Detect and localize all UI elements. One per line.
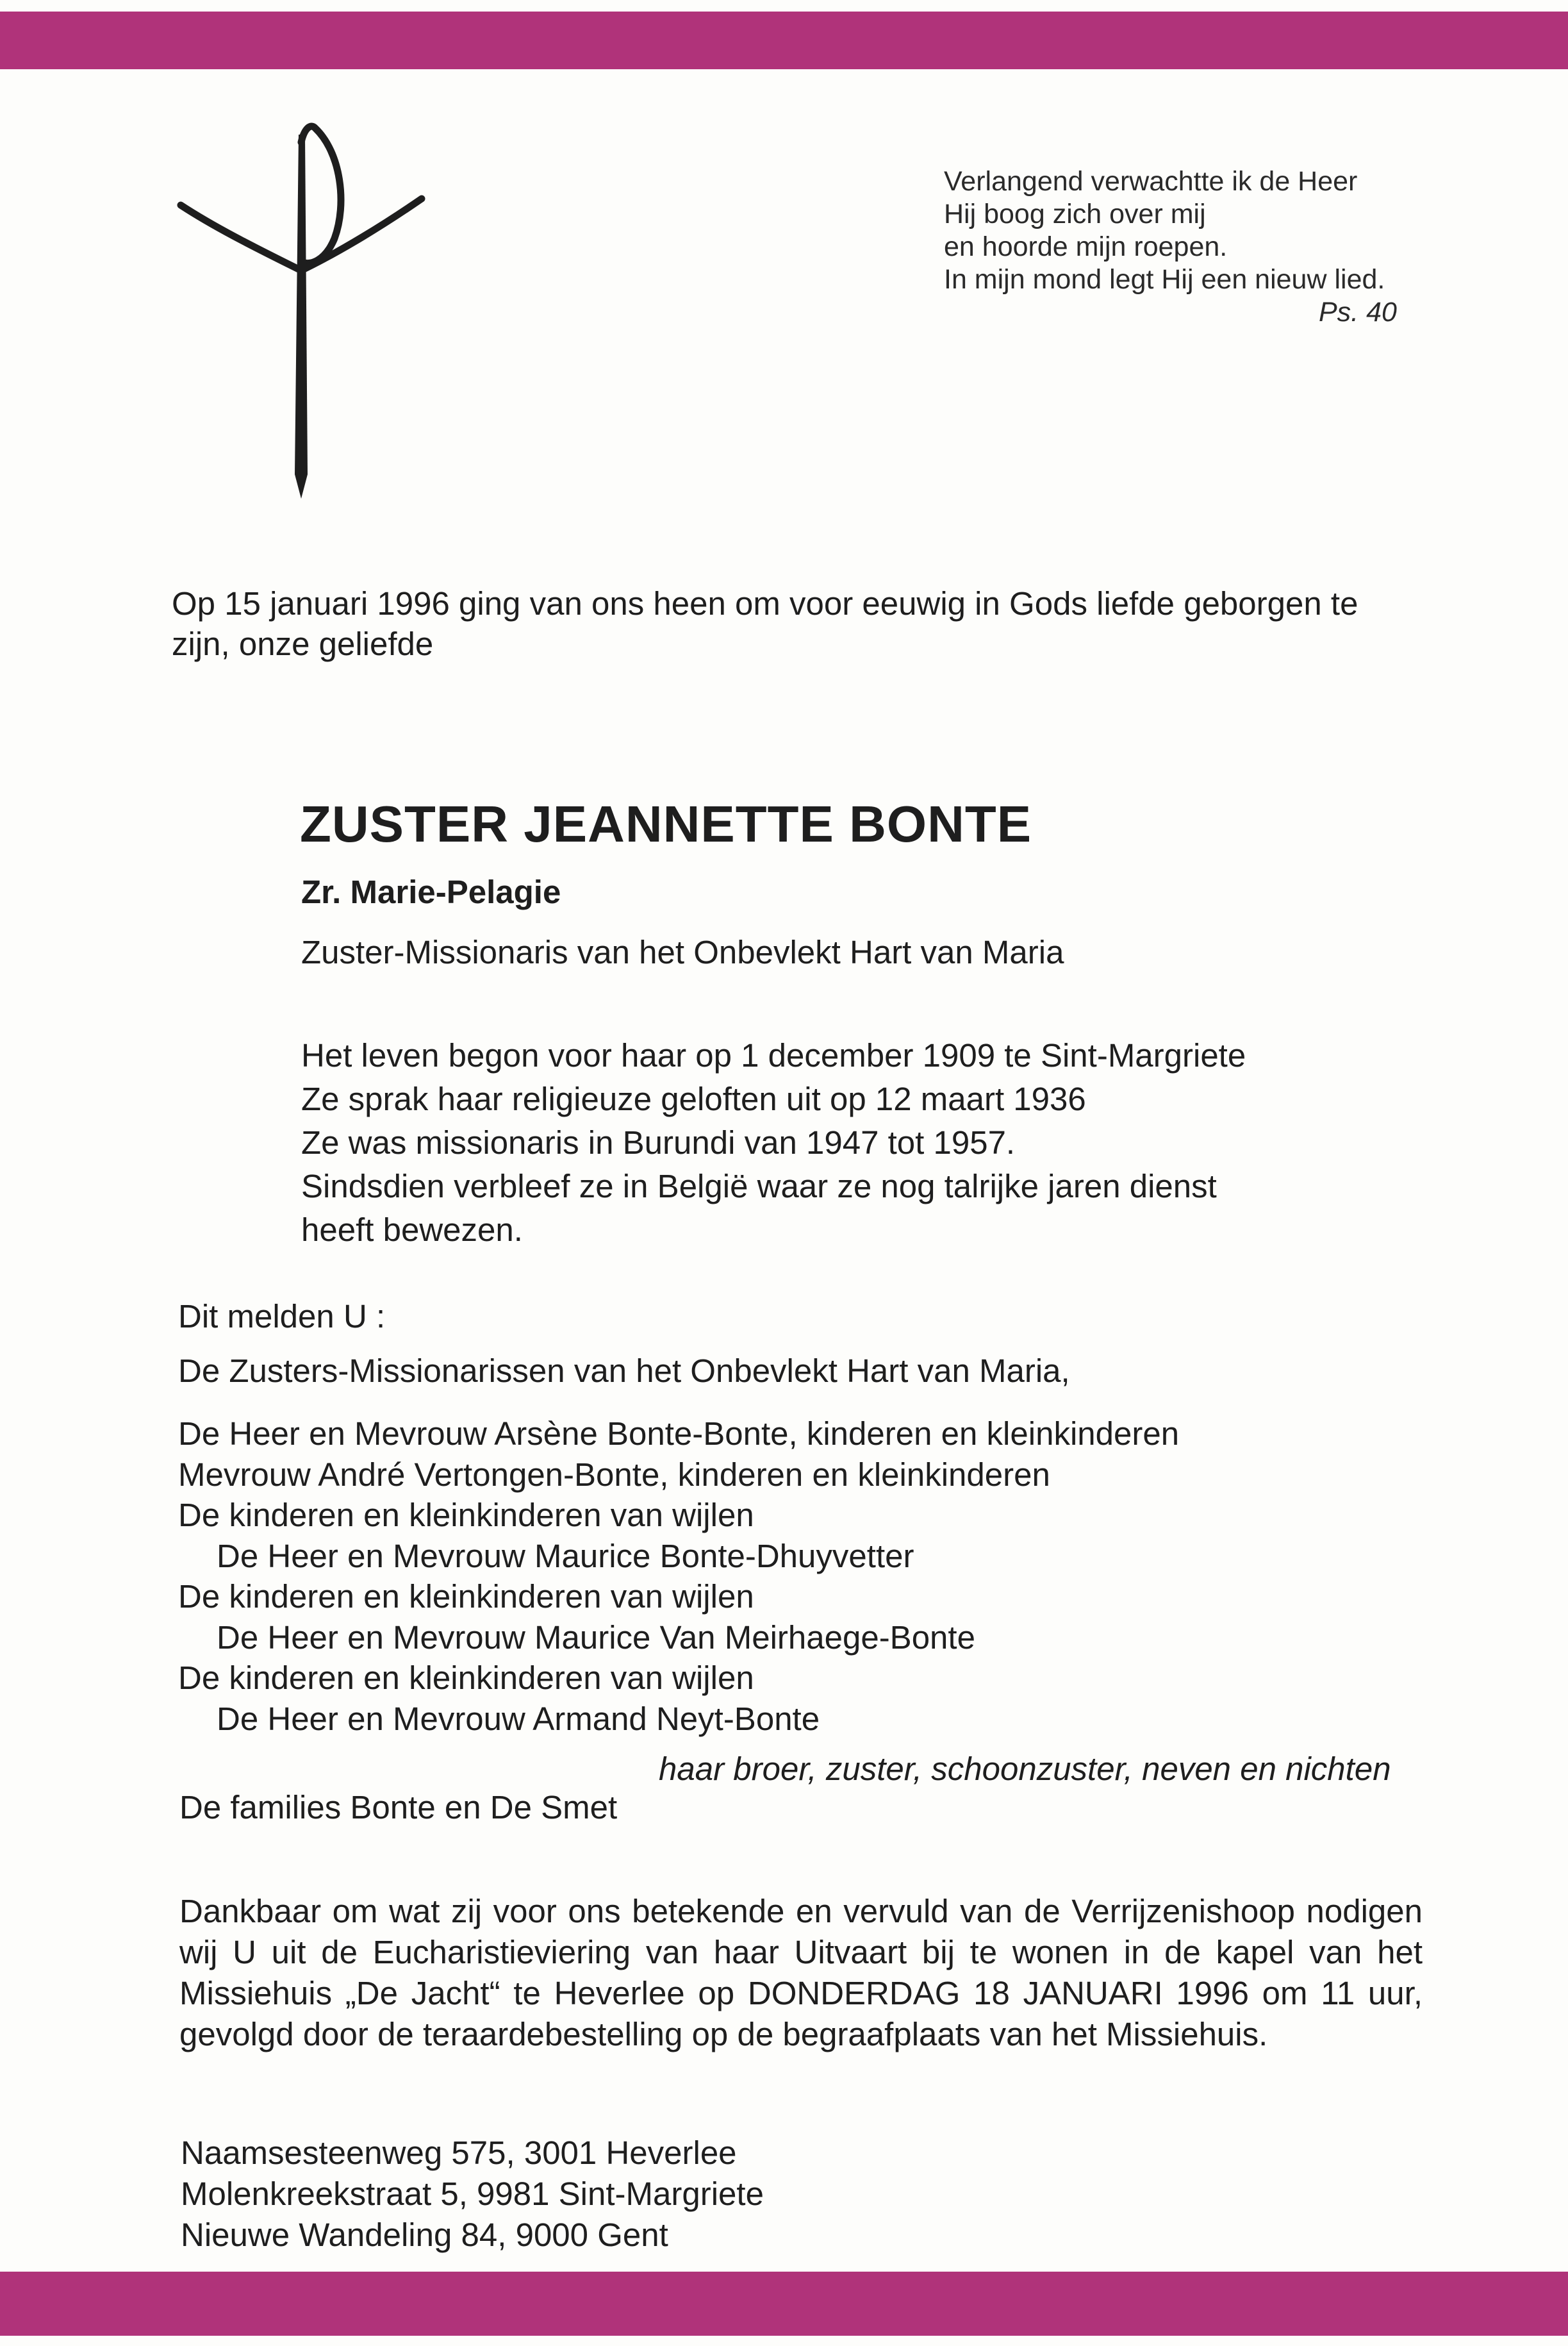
intro-paragraph [172, 583, 1358, 664]
family-line: De Heer en Mevrouw Maurice Bonte-Dhuyvetter [217, 1537, 914, 1574]
address-line: Nieuwe Wandeling 84, 9000 Gent [181, 2217, 668, 2253]
bio-line: heeft bewezen. [301, 1211, 523, 1248]
family-line: De Heer en Mevrouw Armand Neyt-Bonte [217, 1700, 820, 1737]
address-line: Naamsesteenweg 575, 3001 Heverlee [181, 2134, 737, 2171]
family-line: De Heer en Mevrouw Arsène Bonte-Bonte, kinderen en kleinkinderen [178, 1415, 1180, 1452]
funeral-invitation: Dankbaar om wat zij voor ons betekende en vervuld van de Verrijzenishoop nodigen wij U uit de Eucharistieviering van haar Uitvaart bij te wonen in de kapel van het Missiehuis „De Jacht“ te Heverlee op DONDERDAG 18 JANUARI 1996 om 11 uur, gevolgd door de teraardebestelling op de begraafplaats van het Missiehuis. [179, 1893, 1423, 2052]
family-line: De kinderen en kleinkinderen van wijlen [178, 1660, 754, 1696]
intro-line: zijn, onze geliefde [172, 626, 434, 662]
families-line: De families Bonte en De Smet [179, 1789, 618, 1826]
psalm-reference: Ps. 40 [1319, 297, 1397, 328]
deceased-name: ZUSTER JEANNETTE BONTE [300, 795, 1032, 853]
poem-line: Verlangend verwachtte ik de Heer [944, 166, 1358, 197]
congregation-name: Zuster-Missionaris van het Onbevlekt Hart van Maria [301, 934, 1064, 970]
religious-name: Zr. Marie-Pelagie [301, 874, 561, 910]
poem-line: In mijn mond legt Hij een nieuw lied. [944, 264, 1385, 295]
address-line: Molenkreekstraat 5, 9981 Sint-Margriete [181, 2175, 764, 2212]
poem-line: en hoorde mijn roepen. [944, 231, 1228, 262]
bio-line: Het leven begon voor haar op 1 december 1909 te Sint-Margriete [301, 1037, 1246, 1074]
top-color-band [0, 12, 1568, 69]
poem-quote [944, 165, 1397, 329]
intro-line: Op 15 januari 1996 ging van ons heen om voor eeuwig in Gods liefde geborgen te [172, 585, 1358, 622]
bottom-color-band [0, 2272, 1568, 2336]
family-line: De kinderen en kleinkinderen van wijlen [178, 1578, 754, 1615]
family-line: Mevrouw André Vertongen-Bonte, kinderen en kleinkinderen [178, 1456, 1050, 1493]
family-list [178, 1413, 1179, 1739]
bio-line: Sindsdien verbleef ze in België waar ze nog talrijke jaren dienst [301, 1168, 1217, 1204]
bio-line: Ze was missionaris in Burundi van 1947 tot 1957. [301, 1124, 1016, 1161]
address-list [181, 2133, 764, 2256]
chi-rho-cross-icon [173, 115, 429, 513]
relation-note: haar broer, zuster, schoonzuster, neven en nichten [659, 1751, 1391, 1787]
congregation-announcer: De Zusters-Missionarissen van het Onbevlekt Hart van Maria, [178, 1352, 1070, 1389]
family-line: De Heer en Mevrouw Maurice Van Meirhaege-Bonte [217, 1618, 975, 1656]
biography [301, 1034, 1246, 1252]
poem-line: Hij boog zich over mij [944, 199, 1206, 229]
announcement-heading: Dit melden U : [178, 1298, 386, 1335]
family-line: De kinderen en kleinkinderen van wijlen [178, 1497, 754, 1533]
bio-line: Ze sprak haar religieuze geloften uit op 12 maart 1936 [301, 1081, 1086, 1117]
